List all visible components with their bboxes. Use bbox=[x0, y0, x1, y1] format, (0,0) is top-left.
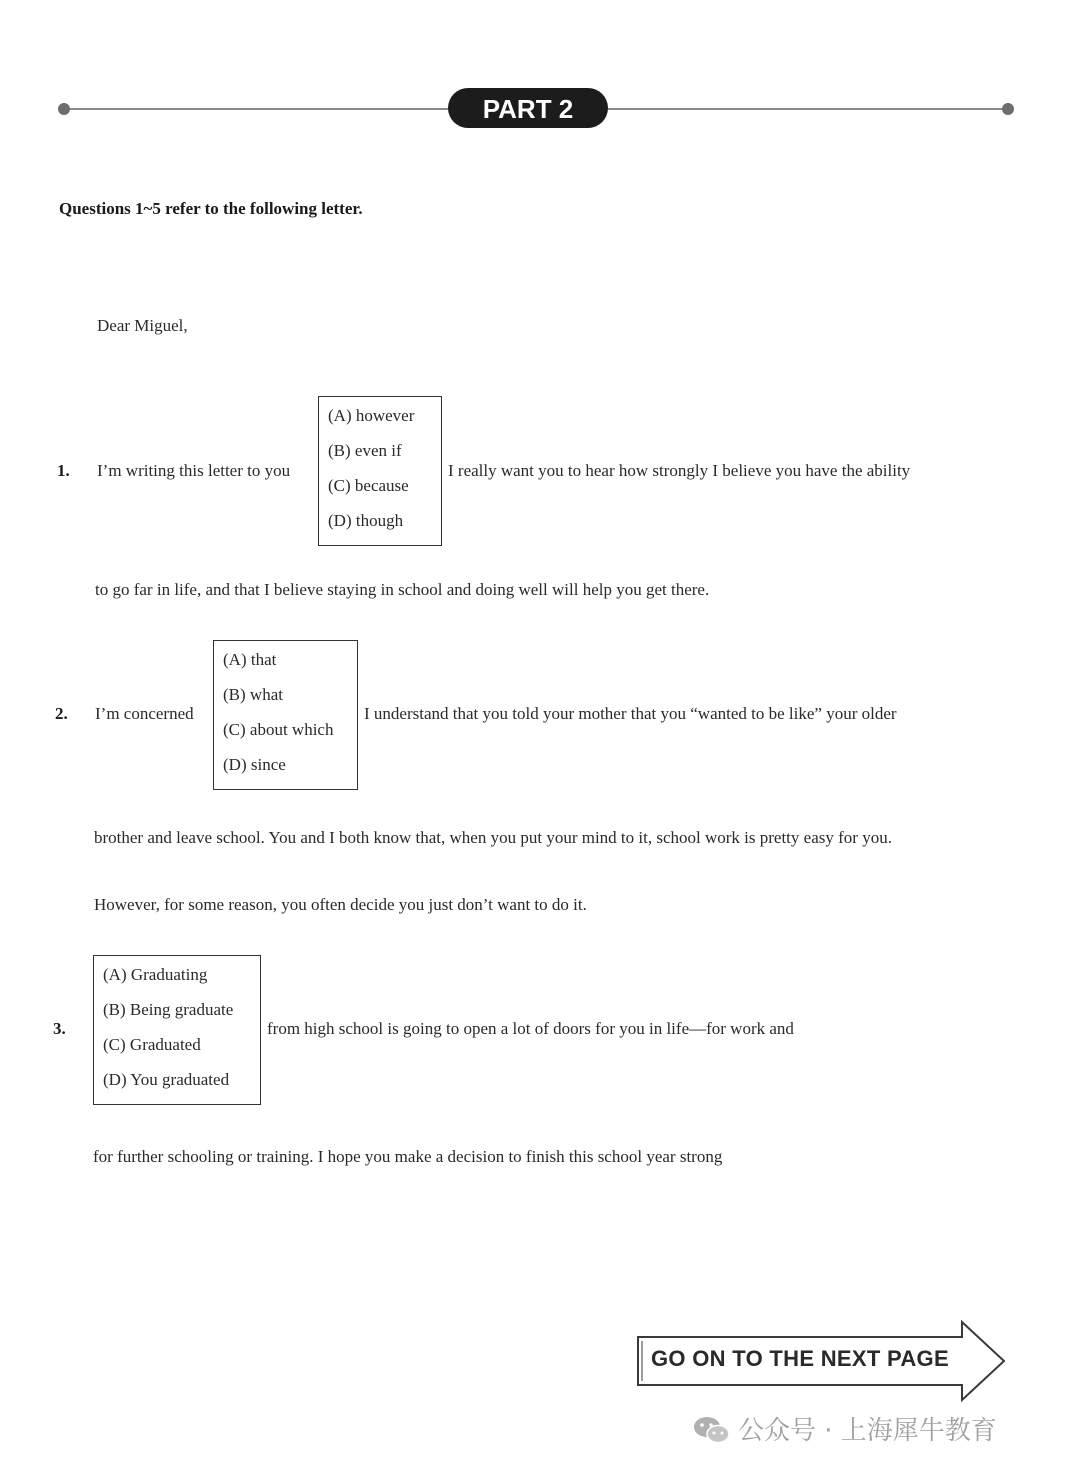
answer-option[interactable]: (B) what bbox=[223, 685, 283, 704]
question-text-after: I really want you to hear how strongly I believe you have the ability bbox=[448, 461, 911, 480]
question-number: 1. bbox=[57, 461, 70, 480]
header-rule-left-dot bbox=[58, 103, 70, 115]
letter-line: for further schooling or training. I hope you make a decision to finish this school year strong bbox=[93, 1147, 723, 1166]
instruction-heading: Questions 1~5 refer to the following letter. bbox=[59, 199, 363, 218]
answer-option[interactable]: (C) Graduated bbox=[103, 1035, 201, 1054]
header-rule-right-dot bbox=[1002, 103, 1014, 115]
letter-line: However, for some reason, you often decide you just don’t want to do it. bbox=[94, 895, 587, 914]
answer-option[interactable]: (C) because bbox=[328, 476, 409, 495]
answer-option[interactable]: (A) Graduating bbox=[103, 965, 208, 984]
question-number: 3. bbox=[53, 1019, 66, 1038]
answer-options-box bbox=[93, 955, 261, 1105]
answer-options-box bbox=[213, 640, 358, 790]
letter-line: brother and leave school. You and I both know that, when you put your mind to it, school work is pretty easy for you. bbox=[94, 828, 892, 847]
answer-options-box bbox=[318, 396, 442, 546]
answer-option[interactable]: (D) You graduated bbox=[103, 1070, 230, 1089]
part-badge: PART 2 bbox=[448, 88, 608, 128]
question-text-after: I understand that you told your mother that you “wanted to be like” your older bbox=[364, 704, 897, 723]
salutation: Dear Miguel, bbox=[97, 316, 188, 335]
next-page-label: GO ON TO THE NEXT PAGE bbox=[651, 1346, 949, 1371]
question-text-before: I’m writing this letter to you bbox=[97, 461, 291, 480]
letter-line: to go far in life, and that I believe staying in school and doing well will help you get there. bbox=[95, 580, 710, 599]
wechat-icon bbox=[692, 1414, 732, 1446]
question-number: 2. bbox=[55, 704, 68, 723]
question-text-before: I’m concerned bbox=[95, 704, 194, 723]
answer-option[interactable]: (A) however bbox=[328, 406, 415, 425]
answer-option[interactable]: (B) Being graduate bbox=[103, 1000, 234, 1019]
answer-option[interactable]: (B) even if bbox=[328, 441, 402, 460]
answer-option[interactable]: (D) since bbox=[223, 755, 286, 774]
question-text-after: from high school is going to open a lot of doors for you in life—for work and bbox=[267, 1019, 794, 1038]
answer-option[interactable]: (A) that bbox=[223, 650, 277, 669]
answer-option[interactable]: (C) about which bbox=[223, 720, 334, 739]
answer-option[interactable]: (D) though bbox=[328, 511, 404, 530]
watermark-text: 公众号 · 上海犀牛教育 bbox=[738, 1416, 997, 1446]
